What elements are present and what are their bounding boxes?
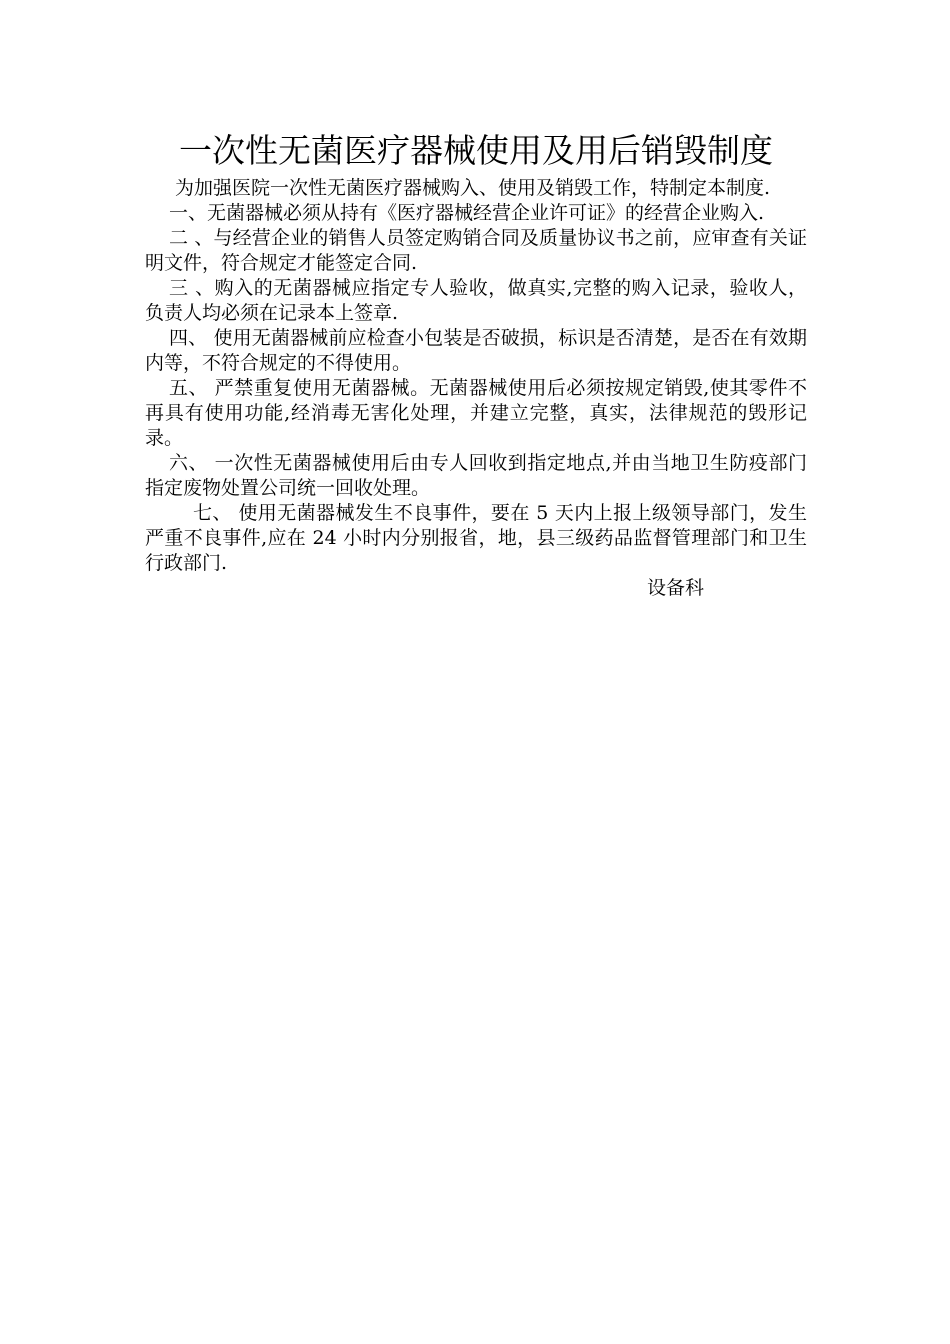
clause-5: 五、 严禁重复使用无菌器械。无菌器械使用后必须按规定销毁,使其零件不再具有使用功能,经消毒无害化处理，并建立完整，真实，法律规范的毁形记录。 bbox=[145, 377, 807, 449]
intro-paragraph: 为加强医院一次性无菌医疗器械购入、使用及销毁工作，特制定本制度. bbox=[175, 177, 771, 199]
clause-6: 六、 一次性无菌器械使用后由专人回收到指定地点,并由当地卫生防疫部门指定废物处置公司统一回收处理。 bbox=[145, 452, 807, 499]
clause-7: 七、 使用无菌器械发生不良事件，要在 5 天内上报上级领导部门，发生严重不良事件,应在 24 小时内分别报省，地，县三级药品监督管理部门和卫生行政部门. bbox=[145, 502, 807, 574]
clause-2: 二 、与经营企业的销售人员签定购销合同及质量协议书之前，应审查有关证明文件，符合规定才能签定合同. bbox=[145, 227, 807, 274]
signature-department: 设备科 bbox=[647, 577, 705, 599]
clause-3: 三 、购入的无菌器械应指定专人验收，做真实,完整的购入记录，验收人，负责人均必须在记录本上签章. bbox=[145, 277, 807, 324]
clause-4: 四、 使用无菌器械前应检查小包装是否破损，标识是否清楚，是否在有效期内等，不符合规定的不得使用。 bbox=[145, 327, 807, 374]
document-body bbox=[145, 128, 807, 601]
clause-1: 一、无菌器械必须从持有《医疗器械经营企业许可证》的经营企业购入. bbox=[169, 202, 765, 224]
document-title: 一次性无菌医疗器械使用及用后销毁制度 bbox=[179, 131, 773, 170]
